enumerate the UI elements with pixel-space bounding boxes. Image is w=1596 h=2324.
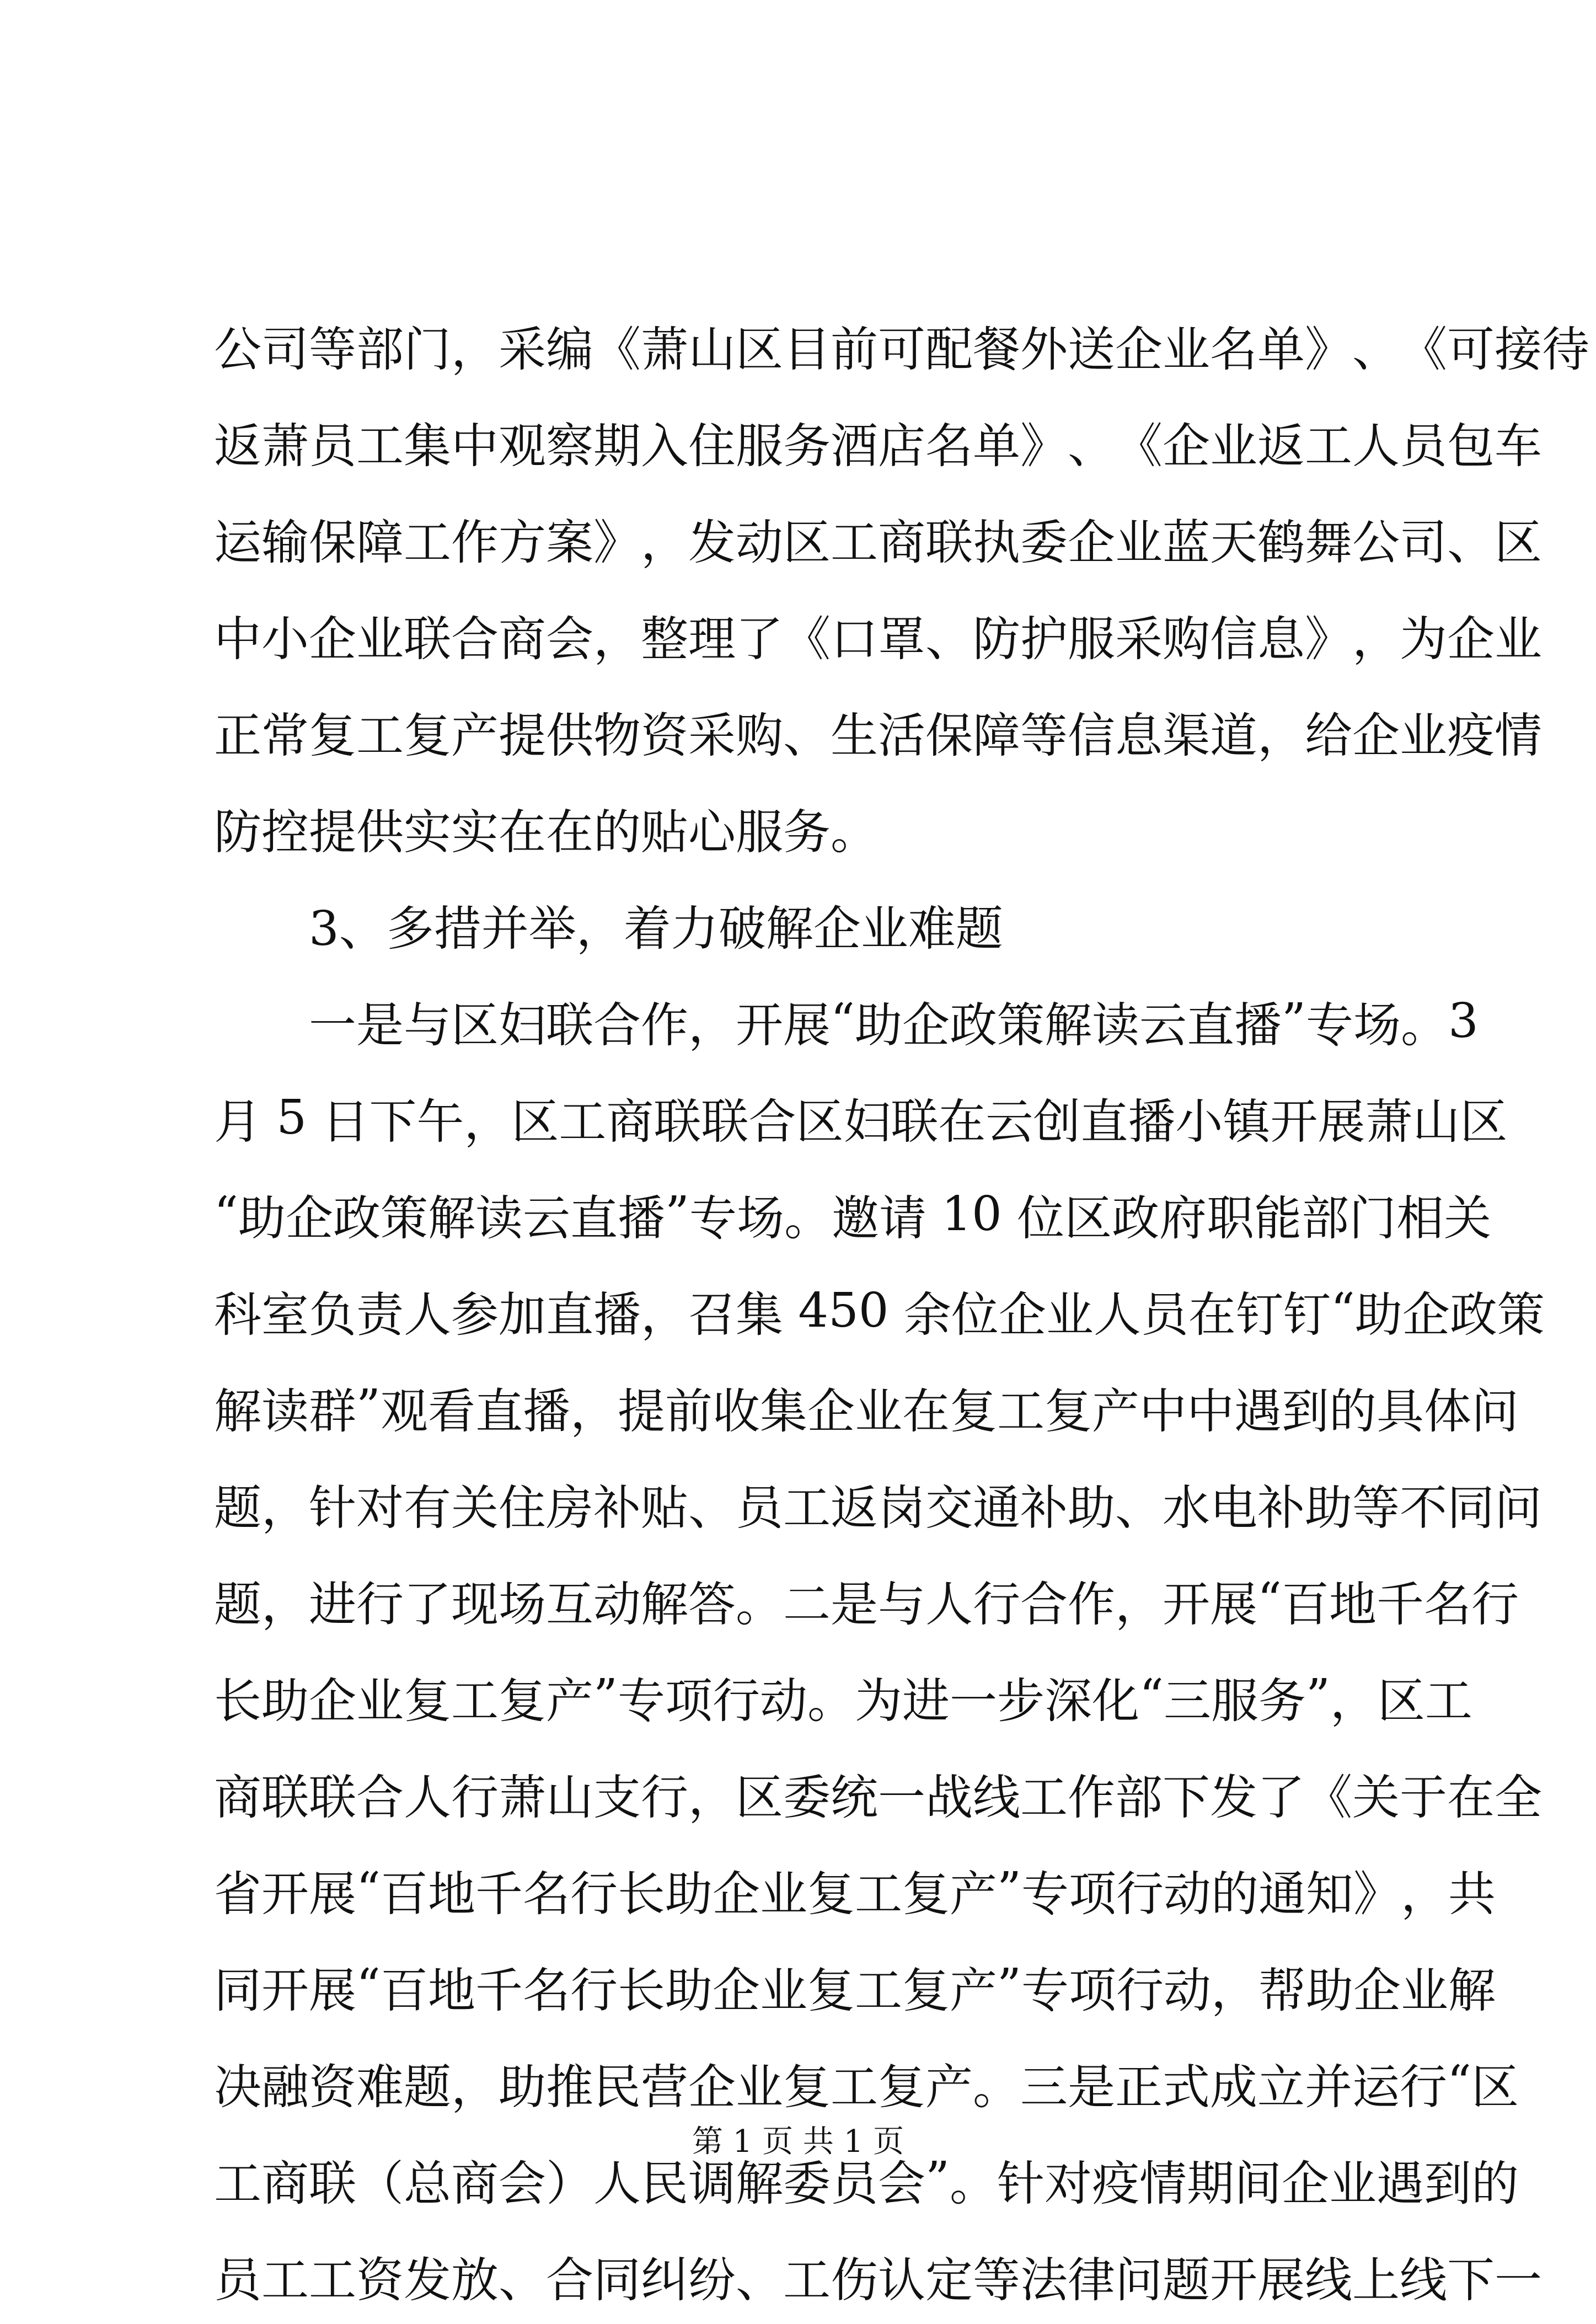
text-line: 长 助 企 业 复 工 复 产 ” 专 项 行 动 。 为 进 一 步 深 化 “ 三 服 务 ” ， 区 工 xyxy=(214,1669,1472,1729)
text-line: 工 商 联 （ 总 商 会 ） 人 民 调 解 委 员 会 ” 。 针 对 疫 情 期 间 企 业 遇 到 的 xyxy=(214,2151,1519,2211)
text-line: 月 5 日 下 午 ， 区 工 商 联 联 合 区 妇 联 在 云 创 直 播 小 镇 开 展 萧 山 区 xyxy=(214,1089,1508,1150)
text-line: 商 联 联 合 人 行 萧 山 支 行 ， 区 委 统 一 战 线 工 作 部 下 发 了 《 关 于 在 全 xyxy=(214,1770,1542,1825)
text-line: 公 司 等 部 门 ， 采 编 《 萧 山 区 目 前 可 配 餐 外 送 企 业 名 单 》 、 《 可 接 待 xyxy=(214,322,1589,377)
text-line: 防控提供实实在在的贴心服务。 xyxy=(214,804,878,860)
text-line: 正 常 复 工 复 产 提 供 物 资 采 购 、 生 活 保 障 等 信 息 渠 道 ， 给 企 业 疫 情 xyxy=(214,708,1542,763)
text-line: 题 ， 针 对 有 关 住 房 补 贴 、 员 工 返 岗 交 通 补 助 、 水 电 补 助 等 不 同 问 xyxy=(214,1480,1542,1536)
text-line: 同 开 展 “ 百 地 千 名 行 长 助 企 业 复 工 复 产 ” 专 项 行 动 ， 帮 助 企 业 解 xyxy=(214,1958,1496,2018)
section-heading: 3、多措并举，着力破解企业难题 xyxy=(309,901,1003,957)
page-number-footer: 第 1 页 共 1 页 xyxy=(692,2124,904,2160)
text-line: 中 小 企 业 联 合 商 会 ， 整 理 了 《 口 罩 、 防 护 服 采 购 信 息 》 ， 为 企 业 xyxy=(214,611,1542,667)
text-line: 运 输 保 障 工 作 方 案 》 ， 发 动 区 工 商 联 执 委 企 业 蓝 天 鹤 舞 公 司 、 区 xyxy=(214,515,1542,570)
text-line: 决 融 资 难 题 ， 助 推 民 营 企 业 复 工 复 产 。 三 是 正 式 成 立 并 运 行 “ 区 xyxy=(214,2055,1519,2115)
text-line: “ 助 企 政 策 解 读 云 直 播 ” 专 场 。 邀 请 1 0 位 区 政 府 职 能 部 门 相 关 xyxy=(214,1186,1492,1246)
text-line: 科 室 负 责 人 参 加 直 播 ， 召 集 4 5 0 余 位 企 业 人 员 在 钉 钉 “ 助 企 政 策 xyxy=(214,1283,1545,1343)
text-line: 返 萧 员 工 集 中 观 察 期 入 住 服 务 酒 店 名 单 》 、 《 企 业 返 工 人 员 包 车 xyxy=(214,418,1542,474)
text-line: 员 工 工 资 发 放 、 合 同 纠 纷 、 工 伤 认 定 等 法 律 问 题 开 展 线 上 线 下 一 xyxy=(214,2252,1542,2308)
document-body xyxy=(214,297,1589,2324)
text-line: 题 ， 进 行 了 现 场 互 动 解 答 。 二 是 与 人 行 合 作 ， 开 展 “ 百 地 千 名 行 xyxy=(214,1572,1519,1632)
text-line: 省 开 展 “ 百 地 千 名 行 长 助 企 业 复 工 复 产 ” 专 项 行 动 的 通 知 》 ， 共 xyxy=(214,1862,1496,1922)
text-line: 解 读 群 ” 观 看 直 播 ， 提 前 收 集 企 业 在 复 工 复 产 中 中 遇 到 的 具 体 问 xyxy=(214,1379,1519,1439)
text-line: 一 是 与 区 妇 联 合 作 ， 开 展 “ 助 企 政 策 解 读 云 直 播 ” 专 场 。 3 xyxy=(309,993,1479,1053)
